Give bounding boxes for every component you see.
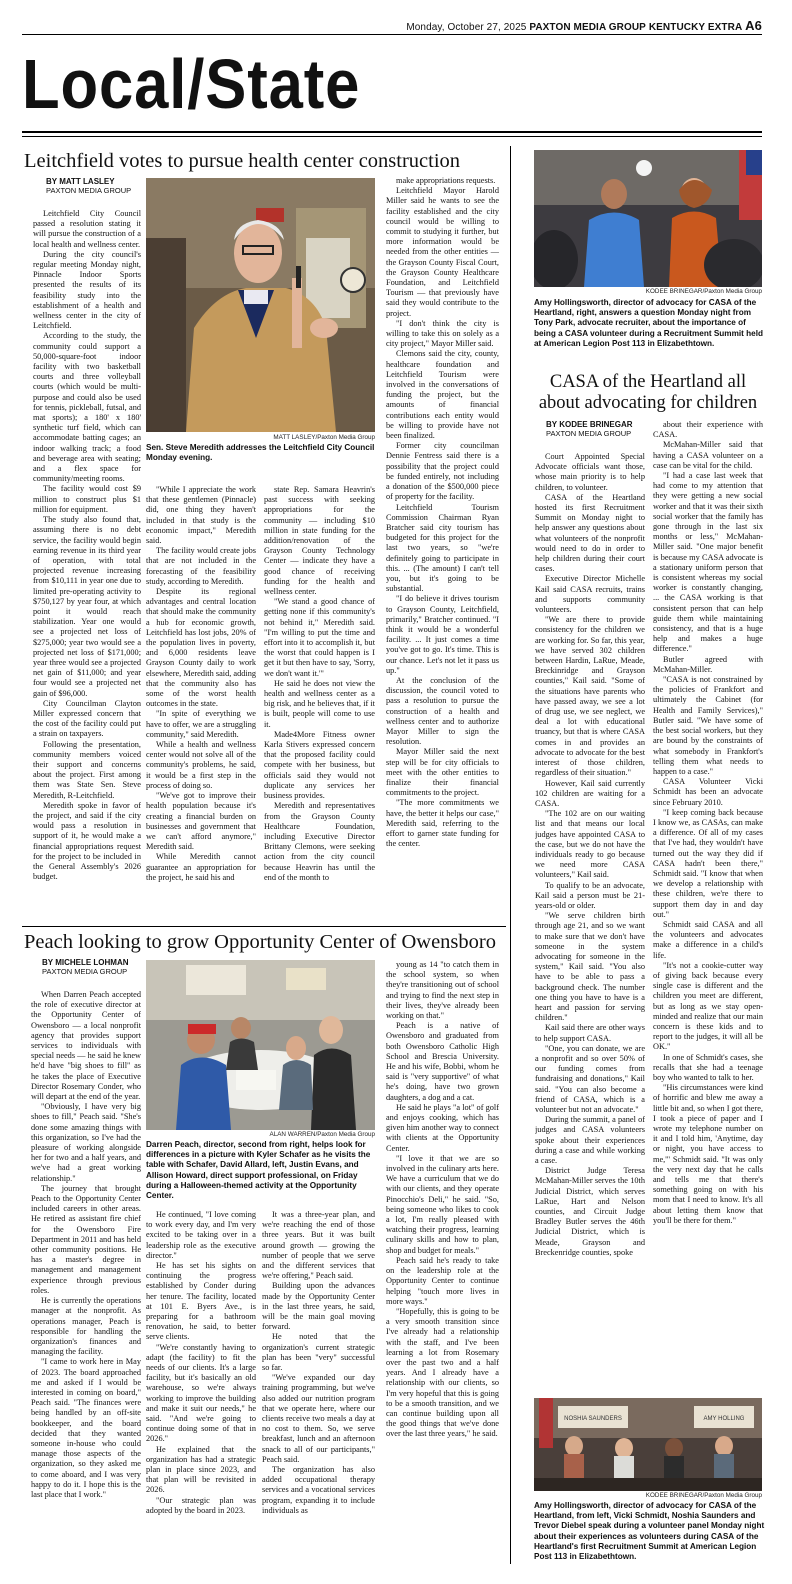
meredith-photo-illustration	[146, 178, 375, 432]
paragraph: "I had a case last week that had come to my attention that they were getting a new social worker and that it was their sixth social worker that the family has gone through in the last six months or less," McMahan-Miller said. "One major benefit is because my CASA advocate is a stationary uniform person that is consistent whereas my social worker is constantly changing, ... the CASA working is that consistent person that can help guide them while maintaining consistency, and that is a huge help and makes a huge difference."	[653, 471, 763, 654]
paragraph: Former city councilman Dennie Fentress said there is a possibility that the project could be funded entirely, not including a donation of the $500,000 piece of property for the facility.	[386, 441, 499, 502]
story3-byline	[546, 420, 633, 438]
paragraph: The facility would create jobs that are not included in the forecasting of the feasibility study, according to Meredith.	[146, 546, 256, 586]
paragraph: In one of Schmidt's cases, she recalls that she had a teenage boy who wanted to talk to her.	[653, 1052, 763, 1082]
story1-col2	[146, 485, 256, 917]
story1-byline-org: PAXTON MEDIA GROUP	[46, 186, 132, 195]
story2-byline-org: PAXTON MEDIA GROUP	[42, 967, 128, 976]
paragraph: "His circumstances were kind of horrific and blew me away a little bit and, so when I got there, I took a piece of paper and I wrote my telephone number on it and I told him, 'Anytime, day or night, you have access to me,'" Schmidt said. "It was only the very next day that he calls and tells me that there's something going on with his mom that I need to know. It's all about letting them know that you'll be there for them."	[653, 1083, 763, 1225]
paragraph: Peach is a native of Owensboro and graduated from both Owensboro Catholic High School and Brescia University. He and his wife, Bobbi, whom he said is "very supportive" of what he's doing, have two grown daughters, a dog and a cat.	[386, 1021, 499, 1102]
story2-col4	[386, 960, 499, 1558]
paragraph: Kail said there are other ways to help support CASA.	[535, 1023, 645, 1043]
story-divider	[22, 926, 506, 927]
section-rule-thick	[22, 131, 762, 133]
casa-summit-photo-illustration	[534, 150, 762, 287]
paragraph: about their experience with CASA.	[653, 420, 763, 440]
story1-caption: Sen. Steve Meredith addresses the Leitchfield City Council Monday evening.	[146, 443, 375, 463]
top-rule	[22, 34, 762, 35]
paragraph: The facility would cost $9 million to construct plus $1 million for equipment.	[33, 484, 141, 514]
story2-col2	[146, 1210, 256, 1558]
paragraph: "The more commitments we have, the better it helps our case," Meredith said, referring to the effort to garner state funding for the center.	[386, 798, 499, 849]
paragraph: "In spite of everything we have to offer, we are a struggling community," said Meredith.	[146, 709, 256, 739]
story3-col2	[653, 420, 763, 1458]
paragraph: Leitchfield City Council passed a resolution stating it will pursue the construction of a local health and wellness center.	[33, 209, 141, 249]
paragraph: Mayor Miller said the next step will be for city officials to meet with the other entities to finalize their financial commitments to the project.	[386, 747, 499, 798]
story1-byline-name: BY MATT LASLEY	[46, 177, 115, 186]
story3-headline-line2: about advocating for children	[538, 393, 758, 413]
paragraph: "Obviously, I have very big shoes to fill," Peach said. "She's done some amazing things with this organization, so I've had the pleasure of working alongside her for two and a half years, and we've had a great working relationship."	[31, 1102, 141, 1183]
story3-byline-name: BY KODEE BRINEGAR	[546, 420, 633, 429]
paragraph: It was a three-year plan, and we're reaching the end of those three years. But it was built around growth — growing the number of people that we serve and the different services that we're offering," Peach said.	[262, 1210, 375, 1281]
story1-headline: Leitchfield votes to pursue health center construction	[24, 150, 461, 172]
paragraph: McMahan-Miller said that having a CASA volunteer on a case can be vital for the child.	[653, 440, 763, 470]
paragraph: However, Kail said currently 102 children are waiting for a CASA.	[535, 778, 645, 808]
paragraph: Following the presentation, community members voiced their support and concerns about the project. First among them was State Sen. Steve Meredith, R-Leitchfield.	[33, 739, 141, 800]
story3-photo2	[534, 1398, 762, 1491]
story3-headline-line1: CASA of the Heartland all	[549, 372, 747, 392]
page-number: A6	[745, 18, 762, 33]
paragraph: While a health and wellness center would not solve all of the community's problems, he said, it would be a first step in the process of doing so.	[146, 740, 256, 790]
paragraph: At the conclusion of the discussion, the council voted to pass a resolution to pursue the construction of a health and wellness center and to authorize Mayor Miller to sign the resolution.	[386, 675, 499, 747]
story3-byline-org: PAXTON MEDIA GROUP	[546, 429, 632, 438]
story3-caption2: Amy Hollingsworth, director of advocacy for CASA of the Heartland, from left, Vicki Schmidt, Noshia Saunders and Trevor Diebel speak during a volunteer panel Monday night about their experiences as volunteers during CASA of the Heartland's first Recruitment Summit at American Legion Post 113 in Elizabethtown.	[534, 1501, 765, 1562]
story1-col3	[264, 485, 375, 917]
story2-caption: Darren Peach, director, second from right, helps look for differences in a picture with Kyler Schafer as he visits the table with Schafer, David Allard, left, Justin Evans, and Allison Howard, direct support professional, on Friday during a Halloween-themed activity at the Opportunity Center.	[146, 1140, 371, 1201]
paragraph: "We've expanded our day training programming, but we've also added our nutrition program that we operate here, where our clients receive two meals a day at no cost to them. So, we serve breakfast, lunch and an afternoon snack to all of our participants," Peach said.	[262, 1373, 375, 1464]
paragraph: Peach said he's ready to take on the leadership role at the Opportunity Center to continue helping "touch more lives in more ways."	[386, 1255, 499, 1306]
paragraph: "I love it that we are so involved in the culinary arts here. We have a curriculum that we do with our clients, and they operate Pinocchio's Deli," he said. "So, being someone who likes to cook a lot, I'm really pleased with watching their progress, learning culinary skills and how to plan, shop and budget for meals."	[386, 1153, 499, 1255]
paragraph: Leitchfield Mayor Harold Miller said he wants to see the facility established and the city council would be willing to commit to studying it further, but more information would be needed from the other entities — the Grayson County Fiscal Court, the Grayson County Healthcare Foundation, and Leitchfield Tourism — that previously have said they would contribute to the project.	[386, 186, 499, 318]
story3-caption1: Amy Hollingsworth, director of advocacy for CASA of the Heartland, right, answers a question Monday night from Tony Park, advocate recruiter, about the importance of being a CASA volunteer during a Recruitment Summit held at American Legion Post 113 in Elizabethtown.	[534, 298, 763, 348]
story2-col3	[262, 1210, 375, 1558]
paragraph: "CASA is not constrained by the policies of Frankfort and ultimately the Cabinet (for Health and Family Services)," Butler said. "We have some of the best social workers, but they are bound by the constraints of what somebody in Frankfort's telling them what needs to happen to a case."	[653, 675, 763, 776]
column-divider	[510, 146, 511, 1564]
story1-col1-paras	[33, 209, 141, 882]
edition: KENTUCKY EXTRA	[648, 22, 743, 33]
paragraph: "Hopefully, this is going to be a very smooth transition since I've already had a relationship with the staff, and I've been learning a lot from Rosemary over the past two and a half years. And I already have a relationship with our clients, so I'm very hopeful that this is going to be a smooth transition, and we can continue building upon all the good things that we've done over the last three years," he said.	[386, 1306, 499, 1439]
paragraph: City Councilman Clayton Miller expressed concern that the cost of the facility could put a strain on taxpayers.	[33, 698, 141, 739]
paragraph: Court Appointed Special Advocate officials want those, whose main priority is to help children, to volunteer.	[535, 452, 645, 492]
paragraph: Leitchfield Tourism Commission Chairman Ryan Bratcher said city tourism has budgeted for this project for the last two years, so "we're definitely going to participate in this. ... (The amount) I can't tell you, but it's going to be substantial.	[386, 502, 499, 594]
paragraph: He noted that the organization's current strategic plan has been "very" successful so far.	[262, 1332, 375, 1373]
paragraph: He explained that the organization has had a strategic plan in place since 2023, and that plan will be revisited in 2026.	[146, 1444, 256, 1495]
photo2-sign-right: AMY HOLLING	[703, 1416, 745, 1422]
paragraph: Butler agreed with McMahan-Miller.	[653, 654, 763, 674]
paragraph: "We serve children birth through age 21, and so we want to make sure that we don't have someone in the system advocating for someone in the system," Kail said. "You also have to be able to pass a background check. The number one thing you have to have is a heart and passion for serving children."	[535, 911, 645, 1023]
paragraph: Clemons said the city, county, healthcare foundation and Leitchfield Tourism were involved in the conversations of funding the project, but the amounts of financial contributions each entity would be willing to provide have not been finalized.	[386, 349, 499, 441]
paragraph: "The 102 are on our waiting list and that means our local judges have appointed CASA to the case, but we do not have the individuals ready to go because we need more CASA volunteers," Kail said.	[535, 809, 645, 880]
paragraph: During the summit, a panel of judges and CASA volunteers spoke about their experiences during a case and while working a case.	[535, 1115, 645, 1166]
paragraph: make appropriations requests.	[396, 176, 496, 185]
date: Monday, October 27, 2025	[406, 22, 527, 33]
paragraph: "We stand a good chance of getting none if this community's not behind it," Meredith said. "I'm willing to put the time and effort into it to accomplish it, but the worst that could happen is I get it but then have to say, 'Sorry, we don't want it.'"	[264, 597, 375, 678]
paragraph: Made4More Fitness owner Karla Stivers expressed concern that the proposed facility could compete with her business, but officials said they would not duplicate any services her business provides.	[264, 729, 375, 801]
paragraph: During the city council's regular meeting Monday night, Pinnacle Indoor Sports presented the results of its feasibility study into the establishment of a health and wellness center in the city of Leitchfield.	[33, 249, 141, 331]
opportunity-center-photo-illustration	[146, 960, 375, 1130]
casa-panel-photo-illustration	[534, 1398, 762, 1491]
paragraph: Meredith spoke in favor of the project, and said if the city would pass a resolution in support of it, he would make a financial appropriations request for the project to be included in the General Assembly's 2026 budget.	[33, 800, 141, 882]
story3-photo2-credit: KODEE BRINEGAR/Paxton Media Group	[645, 1492, 762, 1499]
paragraph: He is currently the operations manager at the nonprofit. As operations manager, Peach is responsible for handling the organization's finances and managing the facility.	[31, 1296, 141, 1357]
paragraph: Meredith and representatives from the Grayson County Healthcare Foundation, including Executive Director Brittany Clemons, were seeking action from the city council because Heavrin has until the end of the month to	[264, 801, 375, 882]
story3-photo1-credit: KODEE BRINEGAR/Paxton Media Group	[645, 288, 762, 295]
paragraph: young as 14 "to catch them in the school system, so when they're transitioning out of school and trying to find the next step in their lives, they've already been working on that."	[386, 960, 499, 1021]
paragraph: While Meredith cannot guarantee an appropriation for the project, he said his and	[146, 852, 256, 882]
story1-byline	[46, 177, 131, 195]
paragraph: Schmidt said CASA and all the volunteers and advocates make a difference in a child's life.	[653, 919, 763, 960]
publisher: PAXTON MEDIA GROUP	[529, 22, 646, 33]
story2-photo	[146, 960, 375, 1130]
section-title: Local/State	[22, 45, 361, 123]
paragraph: "One, you can donate, we are a nonprofit and so over 50% of our funding comes from fundraising and donations," Kail said. "You can also become a friend of CASA, which is a volunteer but not an advocate."	[535, 1043, 645, 1114]
section-rule-thin	[22, 136, 762, 137]
story2-photo-credit: ALAN WARREN/Paxton Media Group	[269, 1131, 375, 1138]
paragraph: The study also found that, assuming there is no debt service, the facility would begin earning revenue in its third year of operation, with total projected revenue increasing from $10,111 in year one due to limited pre-operating activity to $750,127 by year four, at which point it would reach stabilization. Year one would see a projected net loss of $275,000; year two would see a projected net loss of $171,000; year three would see a projected net gain of $11,000; and year four would see a projected net gain of $96,000.	[33, 515, 141, 698]
story2-col1	[31, 990, 141, 1558]
paragraph: "Our strategic plan was adopted by the board in 2023.	[146, 1495, 256, 1515]
paragraph: Executive Director Michelle Kail said CASA recruits, trains and supports community volunteers.	[535, 574, 645, 615]
paragraph: He said he does not view the health and wellness center as a big risk, and he believes that, if it is built, people will come to use it.	[264, 678, 375, 729]
paragraph: "I don't think the city is willing to take this on solely as a city project," Mayor Miller said.	[386, 318, 499, 349]
story1-photo-credit: MATT LASLEY/Paxton Media Group	[273, 434, 375, 441]
paragraph: "It's not a cookie-cutter way of giving back because every single case is different and the children you meet are different, but as long as we stay open-minded and realize that our main concern is these kids and to report to the judges, it will all be OK."	[653, 960, 763, 1052]
paragraph: He said he plays "a lot" of golf and enjoys cooking, which has given him another way to connect with clients at the Opportunity Center.	[386, 1102, 499, 1153]
paragraph: When Darren Peach accepted the role of executive director at the Opportunity Center of Owensboro — a local nonprofit agency that provides support services to individuals with special needs — he said he knew he'd have "big shoes to fill" as he takes the place of Executive Director Rosemary Conder, who will depart at the end of the year.	[31, 990, 141, 1102]
paragraph: "I do believe it drives tourism to Grayson County, Leitchfield, primarily," Bratcher continued. "I think it would be a wonderful facility. ... It just comes a time you've got to go. It's time. This is our chance. Let's not let it pass us up."	[386, 594, 499, 675]
paragraph: He continued, "I love coming to work every day, and I'm very excited to be taking over in a leadership role as the executive director."	[146, 1210, 256, 1260]
paragraph: "I came to work here in May of 2023. The board approached me and asked if I would be interested in coming on board," Peach said. "The finances were being handled by an off-site bookkeeper, and the board decided that they wanted someone in-house who could manage those aspects of the organization, so they asked me to come aboard, and I was very happy to do it. I hope this is the last place that I work."	[31, 1357, 141, 1499]
story2-byline-name: BY MICHELE LOHMAN	[42, 958, 129, 967]
paragraph: Despite its regional advantages and central location that should make the community a hub for economic growth, Leitchfield has lost jobs, 20% of the population lives in poverty, and 6,000 residents leave Grayson County daily to work elsewhere, Meredith said, adding that the community also has some of the worst health outcomes in the state.	[146, 587, 256, 709]
paragraph: Building upon the advances made by the Opportunity Center in the last three years, he said, will be the main goal moving forward.	[262, 1281, 375, 1332]
story3-headline	[528, 372, 768, 414]
paragraph: According to the study, the community could support a 50,000-square-foot indoor facility with two basketball courts and three volleyball courts (which would be multi-purpose and could also be used for tennis, pickleball, futsal, and mat sports); a 180' x 180' synthetic turf field, which can accommodate batting cages; an indoor walking track; a food and beverage area with seating; and a flex space for community/meeting rooms.	[33, 331, 141, 484]
paragraph: The journey that brought Peach to the Opportunity Center included careers in other areas. He retired as assistant fire chief for the Owensboro Fire Department in 2011 and has held other community positions. He has a master's degree in management and management experience through previous roles.	[31, 1183, 141, 1295]
story3-photo1	[534, 150, 762, 287]
paragraph: The organization has also added occupational therapy services and a vocational services program, expanding it to include individuals as	[262, 1465, 375, 1515]
photo2-sign-left: NOSHIA SAUNDERS	[564, 1416, 622, 1422]
paragraph: "We've got to improve their health population because it's creating a financial burden on businesses and government that we can't afford anymore," Meredith said.	[146, 791, 256, 852]
paragraph: He has set his sights on continuing the progress established by Conder during her tenure. The facility, located at 101 E. Byers Ave., is preparing for a bathroom renovation, he said, to better serve clients.	[146, 1261, 256, 1342]
story1-col1	[33, 209, 141, 917]
paragraph: CASA of the Heartland hosted its first Recruitment Summit on Monday night to help answer any questions about what volunteers of the nonprofit would need to do in order to help children during their court cases.	[535, 492, 645, 574]
paragraph: District Judge Teresa McMahan-Miller serves the 10th Judicial District, which serves LaRue, Hart and Nelson counties, and Circuit Judge Bradley Butler serves the 46th Judicial District, which is Meade, Grayson and Breckenridge counties, spoke	[535, 1166, 645, 1257]
story2-headline: Peach looking to grow Opportunity Center of Owensboro	[24, 931, 496, 953]
paragraph: "While I appreciate the work that these gentlemen (Pinnacle) did, one thing they haven't included in that study is the economic impact," Meredith said.	[146, 485, 256, 546]
story3-col1	[535, 452, 645, 1458]
story1-col4	[386, 176, 499, 917]
dateline	[406, 18, 762, 33]
paragraph: CASA Volunteer Vicki Schmidt has been an advocate since February 2010.	[653, 777, 763, 807]
paragraph: state Rep. Samara Heavrin's past success with seeking appropriations for the community — including $10 million in state funding for the addition/renovation of the Grayson County Technology Center — indicate they have a good chance of receiving funding for the health and wellness center.	[264, 485, 375, 597]
paragraph: "We're constantly having to adapt (the facility) to fit the needs of our clients. It's a large facility, but it's basically an old warehouse, so we're always working to improve the building and make it suit our needs," he said. "And we're going to continue doing some of that in 2026."	[146, 1342, 256, 1444]
paragraph: To qualify to be an advocate, Kail said a person must be 21-years-old or older.	[535, 880, 645, 910]
paragraph: "I keep coming back because I know we, as CASAs, can make a difference. Of all of my cases that I've had, they wouldn't have turned out the way they did if CASA hadn't been there," Schmidt said. "I know that when we develop a relationship with these children, we're there to support them day in and day out."	[653, 807, 763, 919]
paragraph: "We are there to provide consistency for the children we are working for. So far, this year, we have served 302 children between Hardin, LaRue, Meade, Breckinridge and Grayson counties," Kail said. "Some of the situations have parents who have passed away, we see a lot of drug use, we see neglect, we deal a lot with educational truancy, but that is where CASA comes in and provides an advocate to advocate for the best interest of those children, regardless of their situation."	[535, 615, 645, 778]
story2-byline	[42, 958, 129, 976]
story1-photo	[146, 178, 375, 432]
